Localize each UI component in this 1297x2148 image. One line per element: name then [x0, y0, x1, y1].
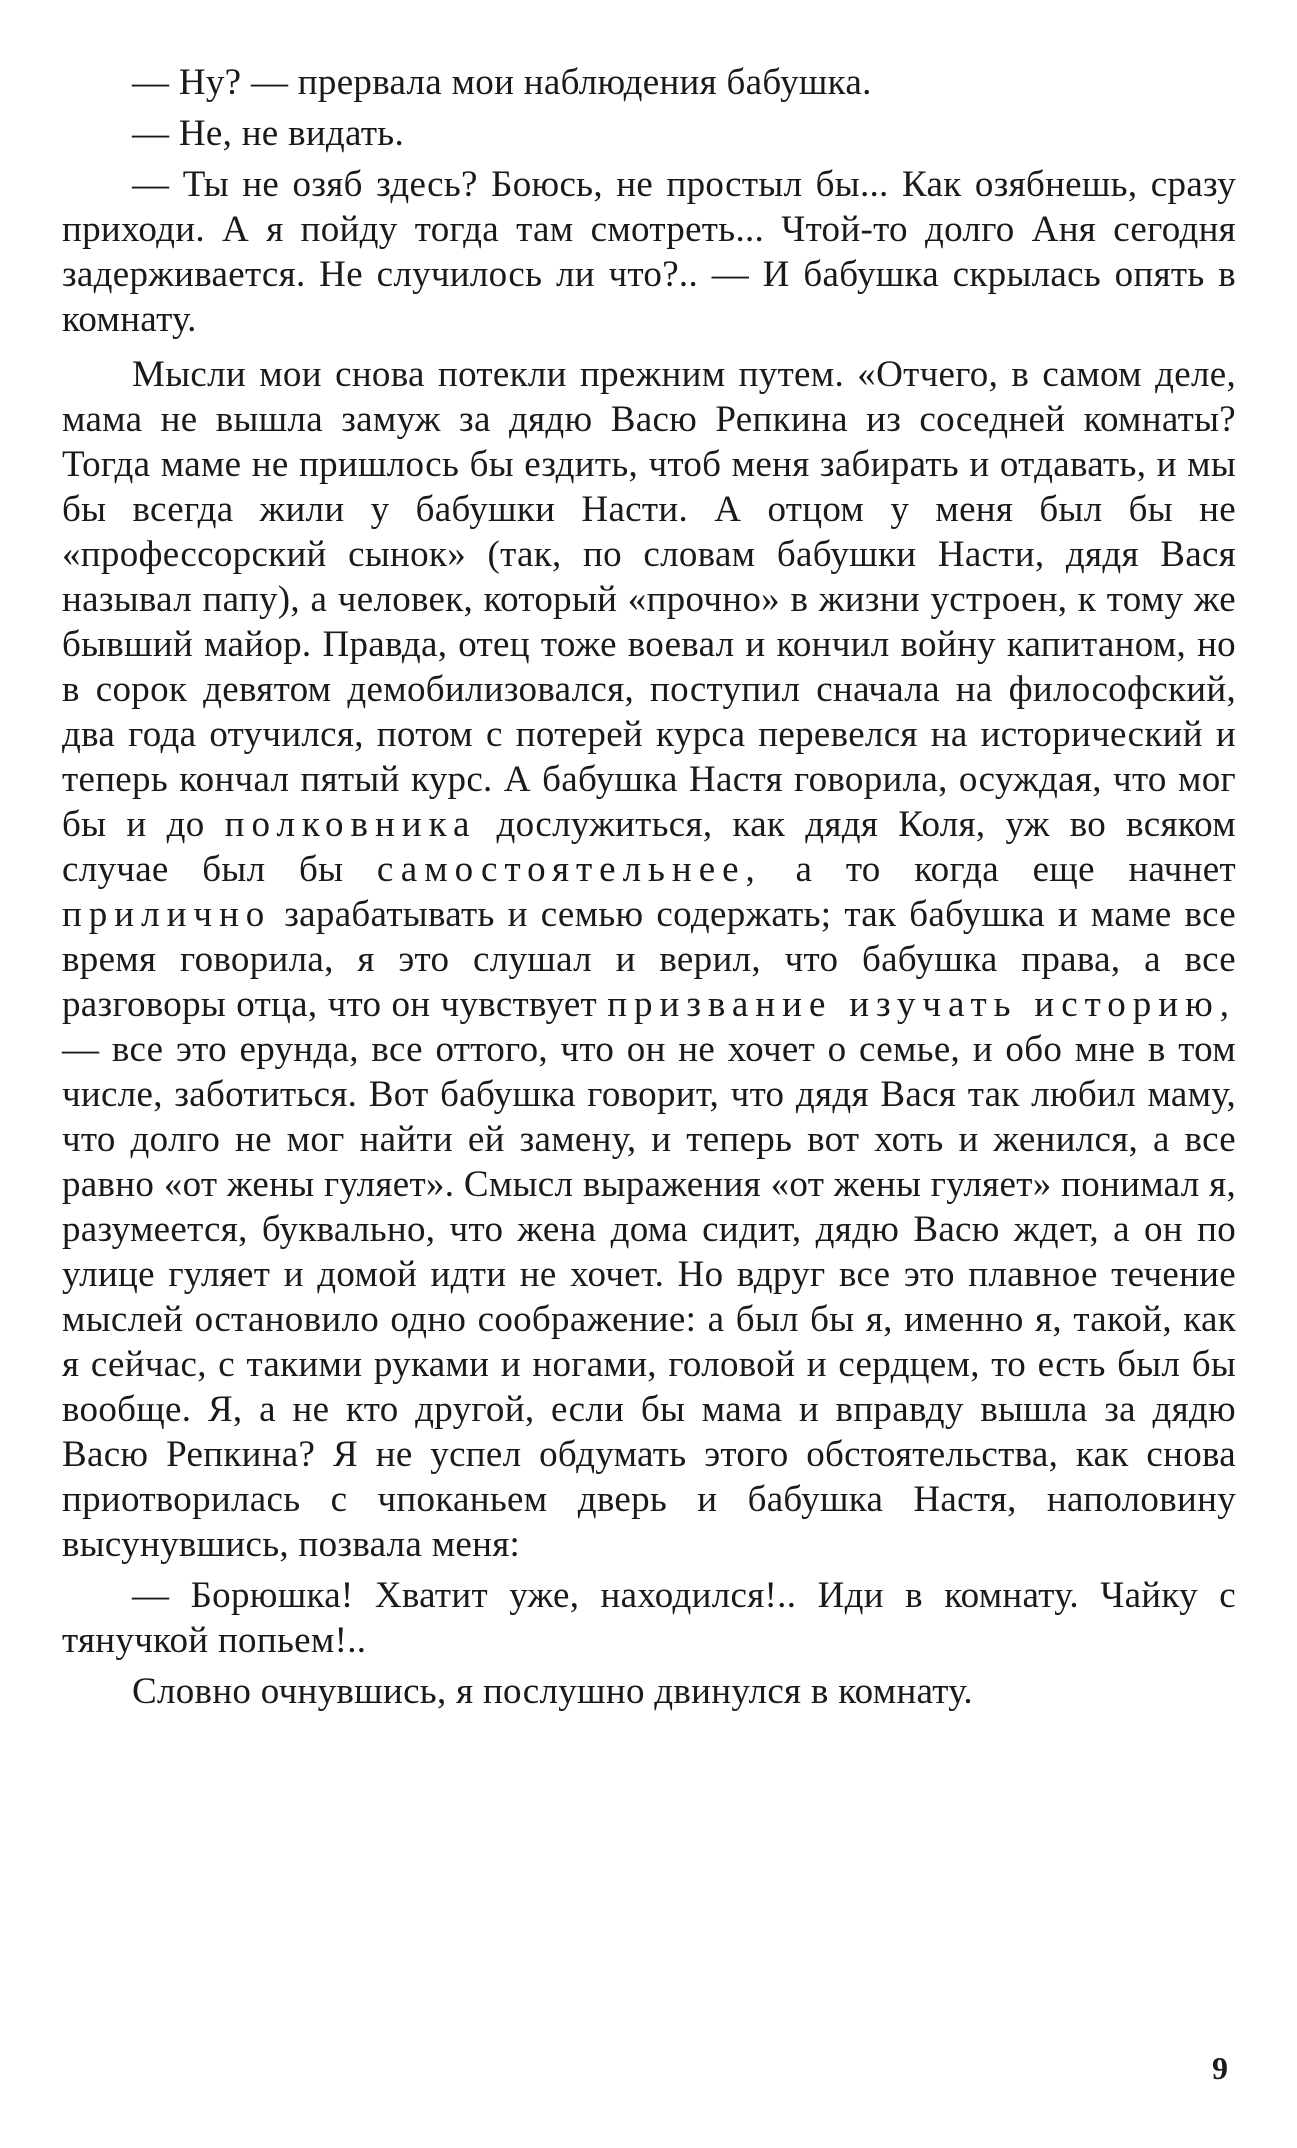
- spaced-word-polkovnika: полковника: [224, 804, 477, 845]
- spaced-phrase-prizvanie: призвание изучать историю,: [607, 984, 1236, 1025]
- paragraph-dialogue-2: — Не, не видать.: [132, 113, 405, 154]
- paragraph-dialogue-3: — Ты не озяб здесь? Боюсь, не простыл бы... Как озябнешь, сразу приходи. А я пойду тогда там смотреть... Чтой-то долго Аня сегодня задерживается. Не случилось ли что?.. — И бабушка скрылась опять в комнату.: [62, 164, 1236, 340]
- main-text-part-2: дослужиться, как дядя Коля, уж во всяком случае был бы: [62, 804, 1236, 890]
- paragraph-dialogue-1: — Ну? — прервала мои наблюдения бабушка.: [132, 62, 872, 103]
- paragraph-closing-1: — Борюшка! Хватит уже, находился!.. Иди в комнату. Чайку с тянучкой попьем!..: [62, 1575, 1236, 1661]
- main-text-part-4: зарабатывать и семью содержать; так бабушка и маме все время говорила, я это слушал и верил, что бабушка права, а все разговоры отца, что он чувствует: [62, 894, 1236, 1025]
- paragraph-closing-2: Словно очнувшись, я послушно двинулся в комнату.: [132, 1671, 973, 1712]
- paragraph-main: [62, 352, 1236, 1567]
- page-text: [62, 60, 1236, 1720]
- main-text-part-3: а то когда еще начнет: [795, 849, 1236, 890]
- page-number: 9: [1212, 2050, 1228, 2086]
- spaced-word-prilichno: прилично: [62, 894, 272, 935]
- main-text-part-5: — все это ерунда, все оттого, что он не хочет о семье, и обо мне в том числе, заботиться. Вот бабушка говорит, что дядя Вася так любил маму, что долго не мог найти ей замену, и теперь вот хоть и женился, а все равно «от жены гуляет». Смысл выражения «от жены гуляет» понимал я, разумеется, буквально, что жена дома сидит, дядю Васю ждет, а он по улице гуляет и домой идти не хочет. Но вдруг все это плавное течение мыслей остановило одно соображение: а был бы я, именно я, такой, как я сейчас, с такими руками и ногами, головой и сердцем, то есть был бы вообще. Я, а не кто другой, если бы мама и вправду вышла за дядю Васю Репкина? Я не успел обдумать этого обстоятельства, как снова приотворилась с чпоканьем дверь и бабушка Настя, наполовину высунувшись, позвала меня:: [62, 1029, 1236, 1565]
- spaced-word-samostoyatelnee: самостоятельнее,: [376, 849, 762, 890]
- main-text-part-1: Мысли мои снова потекли прежним путем. «Отчего, в самом деле, мама не вышла замуж за дядю Васю Репкина из соседней комнаты? Тогда маме не пришлось бы ездить, чтоб меня забирать и отдавать, и мы бы всегда жили у бабушки Насти. А отцом у меня был бы не «профессорский сынок» (так, по словам бабушки Насти, дядя Вася называл папу), а человек, который «прочно» в жизни устроен, к тому же бывший майор. Правда, отец тоже воевал и кончил войну капитаном, но в сорок девятом демобилизовался, поступил сначала на философский, два года отучился, потом с потерей курса перевелся на исторический и теперь кончал пятый курс. А бабушка Настя говорила, осуждая, что мог бы и до: [62, 354, 1236, 845]
